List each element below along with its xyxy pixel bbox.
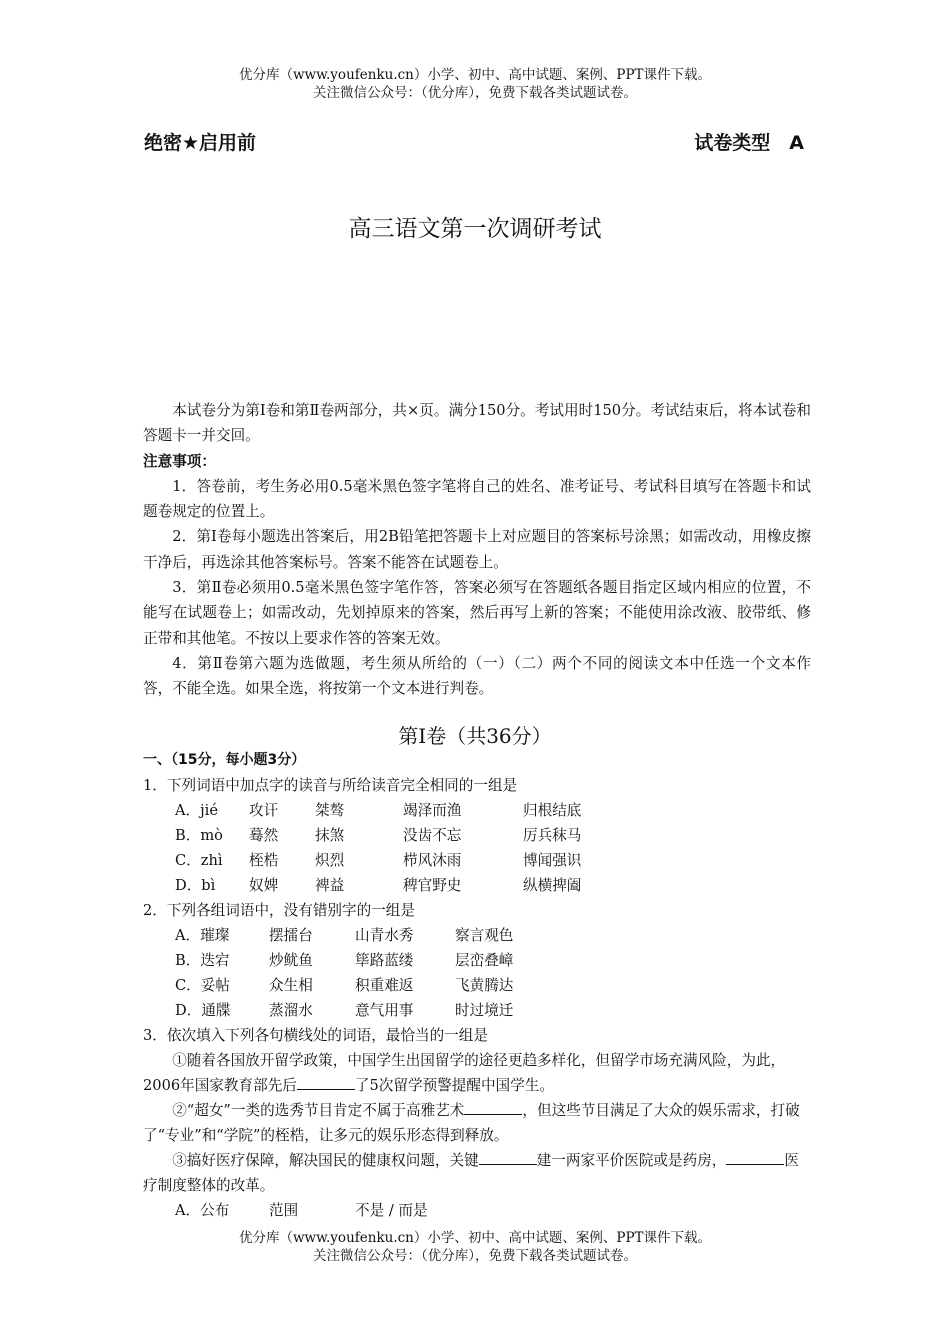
q3-sentence-3: ③搞好医疗保障，解决国民的健康权问题，关键 建一两家平价医院或是药房， 医疗制度整体的改革。 [143,1152,800,1194]
bottom-banner [0,1229,950,1265]
blank-4 [726,1150,784,1165]
banner-line-2: 关注微信公众号：（优分库），免费下载各类试题试卷。 [313,1248,637,1264]
q2-option-b: B．迭宕 炒鱿鱼 筚路蓝缕 层峦叠嶂 [175,952,514,969]
q1-stem: 1．下列词语中加点字的读音与所给读音完全相同的一组是 [143,777,518,794]
page-title: 高三语文第一次调研考试 [348,216,602,242]
q3-sentence-1: ①随着各国放开留学政策，中国学生出国留学的途径更趋多样化，但留学市场充满风险，为此，2006年国家教育部先后 了5次留学预警提醒中国学生。 [143,1052,786,1094]
note-1: 1．答卷前，考生务必用0.5毫米黑色签字笔将自己的姓名、准考证号、考试科目填写在答题卡和试题卷规定的位置上。 [143,477,811,521]
instructions [143,398,811,702]
blank-3 [479,1150,537,1165]
q2-stem: 2．下列各组词语中，没有错别字的一组是 [143,902,415,919]
q3-sentence-2: ②“超女”一类的选秀节目肯定不属于高雅艺术 ，但这些节目满足了大众的娱乐需求，打破了“专业”和“学院”的桎梏，让多元的娱乐形态得到释放。 [143,1102,800,1144]
banner-line-1: 优分库（www.youfenku.cn）小学、初中、高中试题、案例、PPT课件下载。 [238,1230,712,1246]
questions [143,748,811,1223]
notes-label: 注意事项： [143,452,216,470]
confidential-label: 绝密★启用前 [144,132,257,154]
banner-line-2: 关注微信公众号：（优分库），免费下载各类试题试卷。 [313,85,637,101]
q3-option-a: A．公布 范围 不是 / 而是 [175,1202,428,1219]
q1-option-c: C．zhì 桎梏 炽烈 栉风沐雨 博闻强识 [175,852,582,869]
intro-paragraph: 本试卷分为第Ⅰ卷和第Ⅱ卷两部分，共×页。满分150分。考试用时150分。考试结束后，将本试卷和答题卡一并交回。 [143,402,811,445]
blank-1 [297,1075,355,1090]
banner-line-1: 优分库（www.youfenku.cn）小学、初中、高中试题、案例、PPT课件下载。 [238,67,712,83]
part-1-label: 一、（15分，每小题3分） [143,752,306,768]
paper-type-label: 试卷类型 A [694,132,804,154]
q2-option-c: C．妥帖 众生相 积重难返 飞黄腾达 [175,977,514,994]
q3-stem: 3．依次填入下列各句横线处的词语，最恰当的一组是 [143,1027,488,1044]
q1-option-d: D．bì 奴婢 裨益 稗官野史 纵横捭阖 [175,877,582,894]
q1-option-a: A．jié 攻讦 桀骜 竭泽而渔 归根结底 [175,802,582,819]
section-title: 第Ⅰ卷（共36分） [398,724,552,748]
q2-option-a: A．璀璨 摆擂台 山青水秀 察言观色 [175,927,514,944]
q2-option-d: D．通牒 蒸溜水 意气用事 时过境迁 [175,1002,514,1019]
note-4: 4．第Ⅱ卷第六题为选做题，考生须从所给的（一）（二）两个不同的阅读文本中任选一个文本作答，不能全选。如果全选，将按第一个文本进行判卷。 [143,654,811,698]
q1-option-b: B．mò 蓦然 抹煞 没齿不忘 厉兵秣马 [175,827,582,844]
blank-2 [464,1100,522,1115]
note-3: 3．第Ⅱ卷必须用0.5毫米黑色签字笔作答，答案必须写在答题纸各题目指定区域内相应的位置，不能写在试题卷上；如需改动，先划掉原来的答案，然后再写上新的答案；不能使用涂改液、胶带纸、修正带和其他笔。不按以上要求作答的答案无效。 [143,579,811,647]
top-banner [0,66,950,102]
note-2: 2．第Ⅰ卷每小题选出答案后，用2B铅笔把答题卡上对应题目的答案标号涂黑；如需改动，用橡皮擦干净后，再选涂其他答案标号。答案不能答在试题卷上。 [143,528,811,571]
